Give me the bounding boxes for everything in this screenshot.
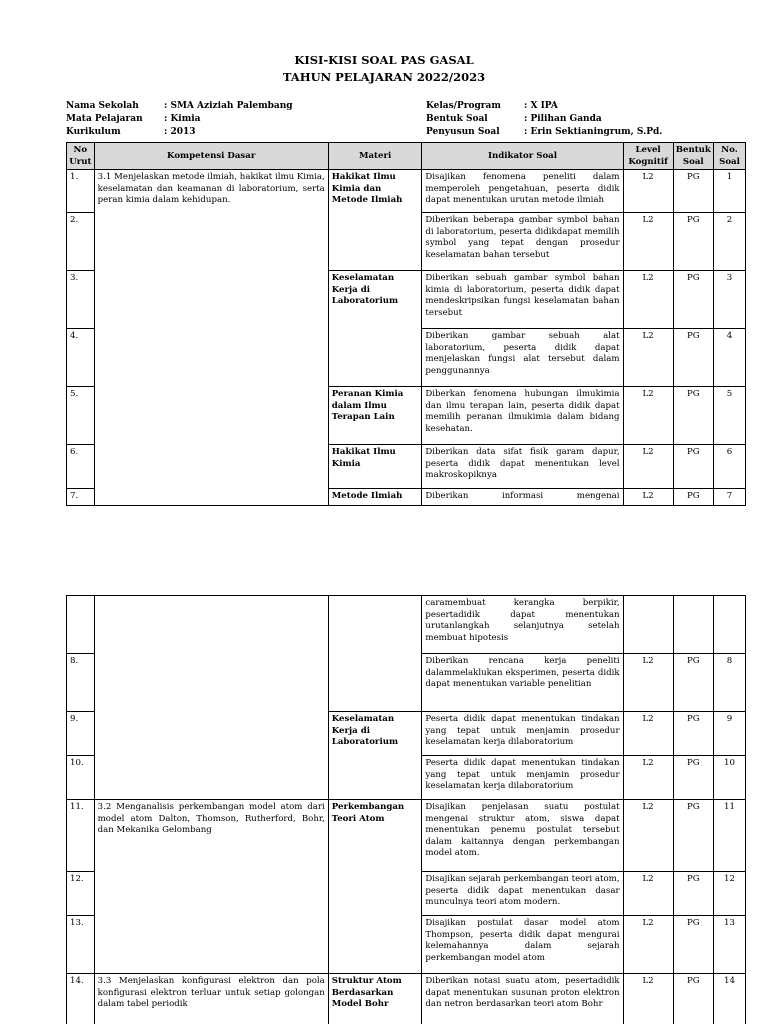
indikator-cell: Peserta didik dapat menentukan tindakan yang tepat untuk menjamin prosedur keselamatan kerja dilaboratorium xyxy=(422,756,623,800)
header-no-soal: No. Soal xyxy=(714,143,746,170)
info-label: Bentuk Soal xyxy=(426,114,488,124)
no-soal-cell: 1 xyxy=(714,170,746,213)
materi-cell xyxy=(328,596,422,712)
info-row xyxy=(66,113,293,126)
row-no: 13. xyxy=(67,916,95,974)
no-soal-cell: 3 xyxy=(714,271,746,329)
bentuk-cell: PG xyxy=(673,756,713,800)
indikator-cell: Diberikan gambar sebuah alat laboratorium, peserta didik dapat menjelaskan fungsi alat tersebut dalam penggunannya xyxy=(422,329,623,387)
no-soal-cell xyxy=(714,596,746,654)
info-value: : Kimia xyxy=(164,114,201,124)
level-cell: L2 xyxy=(623,213,673,271)
level-cell: L2 xyxy=(623,974,673,1024)
info-label: Nama Sekolah xyxy=(66,101,139,111)
table-row xyxy=(67,974,746,1024)
info-row xyxy=(66,100,293,113)
materi-cell: Hakikat Ilmu Kimia dan Metode Ilmiah xyxy=(328,170,422,271)
no-soal-cell: 4 xyxy=(714,329,746,387)
table-row xyxy=(67,596,746,654)
indikator-cell: Diberikan sebuah gambar symbol bahan kimia di laboratorium, peserta didik dapat mendeskripsikan fungsi keselamatan bahan tersebut xyxy=(422,271,623,329)
no-soal-cell: 11 xyxy=(714,800,746,872)
info-row xyxy=(426,126,662,139)
info-value: : 2013 xyxy=(164,127,196,137)
bentuk-cell: PG xyxy=(673,974,713,1024)
table-row xyxy=(67,170,746,213)
level-cell: L2 xyxy=(623,756,673,800)
info-value: : X IPA xyxy=(524,101,558,111)
table-row xyxy=(67,800,746,872)
info-value: : SMA Aziziah Palembang xyxy=(164,101,293,111)
no-soal-cell: 6 xyxy=(714,445,746,489)
kisi-kisi-table xyxy=(66,142,746,506)
level-cell: L2 xyxy=(623,872,673,916)
level-cell: L2 xyxy=(623,271,673,329)
materi-cell: Hakikat Ilmu Kimia xyxy=(328,445,422,489)
table-header-row xyxy=(67,143,746,170)
indikator-cell: Diberkan fenomena hubungan ilmukimia dan ilmu terapan lain, peserta didik dapat memilih peranan ilmukimia dalam bidang kesehatan. xyxy=(422,387,623,445)
level-cell: L2 xyxy=(623,654,673,712)
bentuk-cell: PG xyxy=(673,170,713,213)
level-cell: L2 xyxy=(623,387,673,445)
bentuk-cell: PG xyxy=(673,654,713,712)
row-no: 1. xyxy=(67,170,95,213)
info-label: Kurikulum xyxy=(66,127,121,137)
info-row xyxy=(66,126,293,139)
level-cell: L2 xyxy=(623,712,673,756)
no-soal-cell: 14 xyxy=(714,974,746,1024)
row-no: 14. xyxy=(67,974,95,1024)
indikator-cell: Diberikan informasi mengenai xyxy=(422,489,623,506)
indikator-cell: Diberikan beberapa gambar symbol bahan di laboratorium, peserta didikdapat memilih symbol yang tepat dengan prosedur keselamatan bahan tersebut xyxy=(422,213,623,271)
no-soal-cell: 5 xyxy=(714,387,746,445)
indikator-cell: Disajikan sejarah perkembangan teori atom, peserta didik dapat menentukan dasar munculnya teori atom modern. xyxy=(422,872,623,916)
materi-cell: Metode Ilmiah xyxy=(328,489,422,506)
bentuk-cell: PG xyxy=(673,271,713,329)
info-row xyxy=(426,113,662,126)
level-cell: L2 xyxy=(623,916,673,974)
info-label: Penyusun Soal xyxy=(426,127,500,137)
document-subtitle: TAHUN PELAJARAN 2022/2023 xyxy=(282,70,486,84)
row-no: 6. xyxy=(67,445,95,489)
no-soal-cell: 2 xyxy=(714,213,746,271)
bentuk-cell: PG xyxy=(673,213,713,271)
no-soal-cell: 13 xyxy=(714,916,746,974)
kompetensi-dasar-cell: 3.1 Menjelaskan metode ilmiah, hakikat ilmu Kimia, keselamatan dan keamanan di laboratorium, serta peran kimia dalam kehidupan. xyxy=(94,170,328,506)
kompetensi-dasar-cell xyxy=(94,596,328,800)
row-no: 2. xyxy=(67,213,95,271)
materi-cell: Keselamatan Kerja di Laboratorium xyxy=(328,271,422,387)
row-no xyxy=(67,596,95,654)
level-cell: L2 xyxy=(623,329,673,387)
indikator-cell: caramembuat kerangka berpikir, pesertadidik dapat menentukan urutanlangkah selanjutnya setelah membuat hipotesis xyxy=(422,596,623,654)
row-no: 8. xyxy=(67,654,95,712)
info-label: Mata Pelajaran xyxy=(66,114,143,124)
indikator-cell: Disajikan postulat dasar model atom Thompson, peserta didik dapat mengurai kelemahannya dalam sejarah perkembangan model atom xyxy=(422,916,623,974)
row-no: 4. xyxy=(67,329,95,387)
school-info xyxy=(66,100,293,139)
bentuk-cell: PG xyxy=(673,916,713,974)
document-title: KISI-KISI SOAL PAS GASAL xyxy=(294,53,474,67)
row-no: 3. xyxy=(67,271,95,329)
indikator-cell: Disajikan fenomena peneliti dalam memperoleh pengetahuan, peserta didik dapat menentukan urutan metode ilmiah xyxy=(422,170,623,213)
info-value: : Erin Sektianingrum, S.Pd. xyxy=(524,127,663,137)
row-no: 12. xyxy=(67,872,95,916)
no-soal-cell: 12 xyxy=(714,872,746,916)
row-no: 5. xyxy=(67,387,95,445)
row-no: 11. xyxy=(67,800,95,872)
indikator-cell: Peserta didik dapat menentukan tindakan yang tepat untuk menjamin prosedur keselamatan kerja dilaboratorium xyxy=(422,712,623,756)
class-info xyxy=(426,100,662,139)
kompetensi-dasar-cell: 3.2 Menganalisis perkembangan model atom dari model atom Dalton, Thomson, Rutherford, Bohr, dan Mekanika Gelombang xyxy=(94,800,328,974)
row-no: 9. xyxy=(67,712,95,756)
materi-cell: Perkembangan Teori Atom xyxy=(328,800,422,974)
level-cell: L2 xyxy=(623,445,673,489)
no-soal-cell: 9 xyxy=(714,712,746,756)
level-cell xyxy=(623,596,673,654)
row-no: 7. xyxy=(67,489,95,506)
info-label: Kelas/Program xyxy=(426,101,501,111)
header-indikator-soal: Indikator Soal xyxy=(422,143,623,170)
info-value: : Pilihan Ganda xyxy=(524,114,602,124)
no-soal-cell: 10 xyxy=(714,756,746,800)
kisi-kisi-table-continued xyxy=(66,595,746,1024)
row-no: 10. xyxy=(67,756,95,800)
bentuk-cell: PG xyxy=(673,872,713,916)
indikator-cell: Diberikan notasi suatu atom, pesertadidik dapat menentukan susunan proton elektron dan netron berdasarkan teori atom Bohr xyxy=(422,974,623,1024)
kompetensi-dasar-cell: 3.3 Menjelaskan konfigurasi elektron dan pola konfigurasi elektron terluar untuk setiap golongan dalam tabel periodik xyxy=(94,974,328,1024)
no-soal-cell: 7 xyxy=(714,489,746,506)
materi-cell: Peranan Kimia dalam Ilmu Terapan Lain xyxy=(328,387,422,445)
materi-cell: Struktur Atom Berdasarkan Model Bohr xyxy=(328,974,422,1024)
header-level-kognitif: Level Kognitif xyxy=(623,143,673,170)
bentuk-cell: PG xyxy=(673,445,713,489)
indikator-cell: Disajikan penjelasan suatu postulat mengenai struktur atom, siswa dapat menentukan penemu postulat tersebut dalam kaitannya dengan perkembangan model atom. xyxy=(422,800,623,872)
level-cell: L2 xyxy=(623,800,673,872)
header-no-urut: No Urut xyxy=(67,143,95,170)
no-soal-cell: 8 xyxy=(714,654,746,712)
bentuk-cell: PG xyxy=(673,489,713,506)
materi-cell: Keselamatan Kerja di Laboratorium xyxy=(328,712,422,800)
bentuk-cell xyxy=(673,596,713,654)
bentuk-cell: PG xyxy=(673,387,713,445)
indikator-cell: Diberikan rencana kerja peneliti dalammelaklukan eksperimen, peserta didik dapat menentukan variable penelitian xyxy=(422,654,623,712)
info-row xyxy=(426,100,662,113)
header-bentuk-soal: Bentuk Soal xyxy=(673,143,713,170)
page-gap xyxy=(0,530,768,592)
header-materi: Materi xyxy=(328,143,422,170)
bentuk-cell: PG xyxy=(673,800,713,872)
level-cell: L2 xyxy=(623,489,673,506)
document-page-2 xyxy=(0,592,768,1024)
indikator-cell: Diberikan data sifat fisik garam dapur, peserta didik dapat menentukan level makroskopiknya xyxy=(422,445,623,489)
bentuk-cell: PG xyxy=(673,712,713,756)
bentuk-cell: PG xyxy=(673,329,713,387)
header-kompetensi-dasar: Kompetensi Dasar xyxy=(94,143,328,170)
level-cell: L2 xyxy=(623,170,673,213)
